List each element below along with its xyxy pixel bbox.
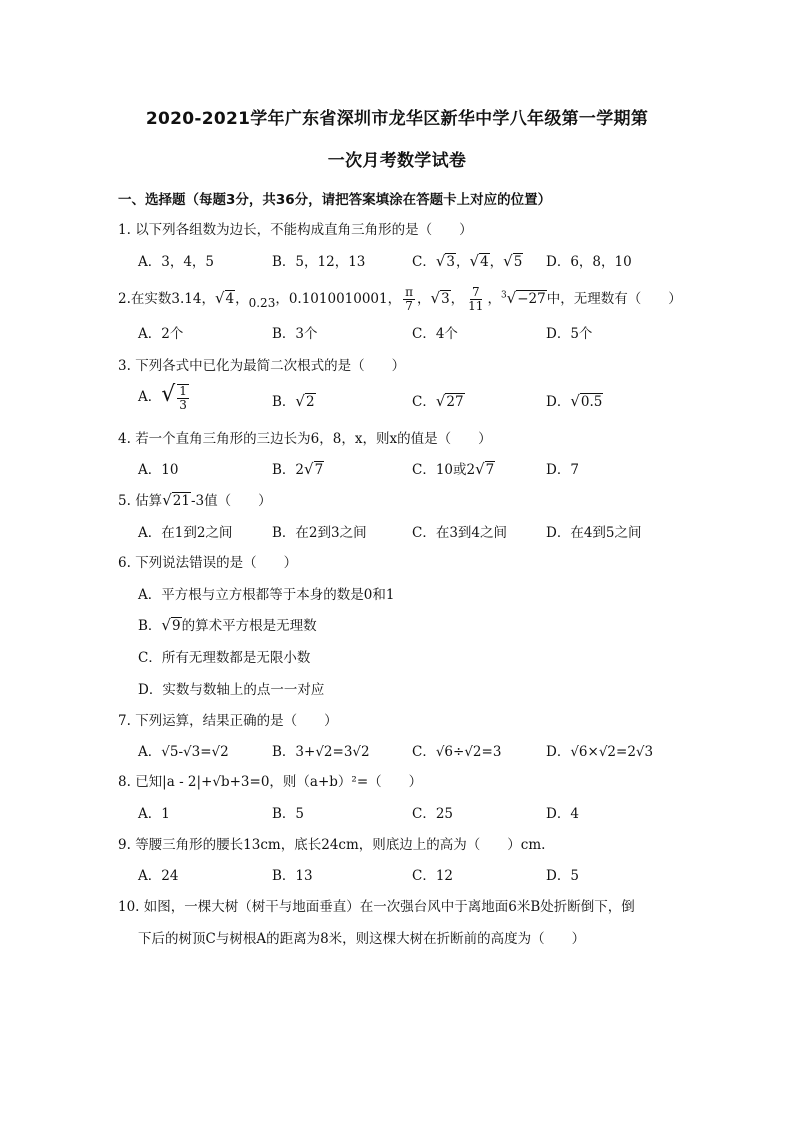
question-number: 8. xyxy=(118,774,131,790)
option-a: A．3，4，5 xyxy=(138,254,215,270)
option-a: A．√5-√3=√2 xyxy=(138,744,229,760)
question-5: 5. 估算√21-3值（ ） xyxy=(118,491,272,509)
option-d: D．√0.5 xyxy=(546,392,603,410)
option-c: C．4个 xyxy=(412,326,458,342)
option-a: A．24 xyxy=(138,868,179,884)
option-c: C．√6÷√2=3 xyxy=(412,744,502,760)
question-number: 5. xyxy=(118,493,131,509)
option-c: C．10或2√7 xyxy=(412,460,495,478)
question-number: 4. xyxy=(118,431,131,447)
question-number: 10. xyxy=(118,899,140,915)
fraction-pi-7: $\frac{\pi}{7}$ xyxy=(405,285,413,313)
question-8 xyxy=(118,770,422,790)
question-number: 9. xyxy=(118,837,131,853)
option-b: B．3个 xyxy=(272,326,318,342)
option-d: D．6，8，10 xyxy=(546,254,632,270)
option-a: A．√ $\frac{1}{3}$ xyxy=(138,382,187,412)
option-d: D．在4到5之间 xyxy=(546,525,642,541)
question-number: 1. xyxy=(118,222,131,238)
question-stem: 下列说法错误的是（ ） xyxy=(135,555,298,571)
option-a: A．2个 xyxy=(138,326,184,342)
option-b: B．5，12，13 xyxy=(272,254,366,270)
option-c: C．所有无理数都是无限小数 xyxy=(138,650,311,666)
option-b: B．2√7 xyxy=(272,460,324,478)
option-d: D．7 xyxy=(546,462,579,478)
question-stem: 下列运算，结果正确的是（ ） xyxy=(135,713,338,729)
option-d: D．√6×√2=2√3 xyxy=(546,744,654,760)
question-number: 7. xyxy=(118,713,131,729)
question-3 xyxy=(118,354,405,374)
option-c: C．在3到4之间 xyxy=(412,525,508,541)
option-d: D．5 xyxy=(546,868,579,884)
question-number: 6. xyxy=(118,555,131,571)
option-c: C．25 xyxy=(412,806,454,822)
option-a: A．10 xyxy=(138,462,179,478)
option-b: B．√9的算术平方根是无理数 xyxy=(138,616,317,634)
option-d: D．5个 xyxy=(546,326,593,342)
exam-title-line2: 一次月考数学试卷 xyxy=(327,151,467,171)
option-b: B．5 xyxy=(272,806,305,822)
option-c: C．√3，√4，√5 xyxy=(412,252,523,270)
question-9 xyxy=(118,833,545,853)
question-10 xyxy=(118,895,635,915)
question-2: 2.在实数3.14，√4，0.23，0.1010010001， $\frac{\pi}{7}$ ，√3， $\frac{7}{11}$ ，$^3$√−27中，无理数有（ ） xyxy=(118,285,682,313)
question-stem: 若一个直角三角形的三边长为6，8，x，则x的值是（ ） xyxy=(135,431,492,447)
question-stem: 等腰三角形的腰长13cm，底长24cm，则底边上的高为（ ）cm. xyxy=(135,837,546,853)
question-stem-line2: 下后的树顶C与树根A的距离为8米，则这棵大树在折断前的高度为（ ） xyxy=(138,931,586,947)
question-4 xyxy=(118,427,492,447)
question-stem: 下列各式中已化为最简二次根式的是（ ） xyxy=(135,358,406,374)
question-number: 2. xyxy=(118,291,131,307)
option-b: B．13 xyxy=(272,868,313,884)
question-stem: 在实数3.14， xyxy=(130,291,215,307)
question-7 xyxy=(118,709,338,729)
question-number: 3. xyxy=(118,358,131,374)
option-d: D．实数与数轴上的点一一对应 xyxy=(138,682,325,698)
fraction-7-11: $\frac{7}{11}$ xyxy=(468,285,484,313)
option-a: A．在1到2之间 xyxy=(138,525,233,541)
option-b: B．3+√2=3√2 xyxy=(272,744,370,760)
option-a: A．平方根与立方根都等于本身的数是0和1 xyxy=(138,587,395,603)
question-stem: 以下列各组数为边长，不能构成直角三角形的是（ ） xyxy=(135,222,473,238)
option-b: B．√2 xyxy=(272,392,315,410)
question-1 xyxy=(118,218,473,238)
option-c: C．√27 xyxy=(412,392,464,410)
repeating-decimal: 0.23 xyxy=(248,296,276,310)
option-b: B．在2到3之间 xyxy=(272,525,367,541)
section-heading: 一、选择题（每题3分，共36分，请把答案填涂在答题卡上对应的位置） xyxy=(118,192,552,208)
question-stem-line1: 如图，一棵大树（树干与地面垂直）在一次强台风中于离地面6米B处折断倒下，倒 xyxy=(143,899,635,915)
exam-title-line1: 2020-2021学年广东省深圳市龙华区新华中学八年级第一学期第 xyxy=(145,109,649,129)
question-stem: 已知|a - 2|+√b+3=0，则（a+b）²=（ ） xyxy=(135,774,423,790)
option-a: A．1 xyxy=(138,806,170,822)
question-6 xyxy=(118,551,297,571)
option-d: D．4 xyxy=(546,806,579,822)
option-c: C．12 xyxy=(412,868,454,884)
